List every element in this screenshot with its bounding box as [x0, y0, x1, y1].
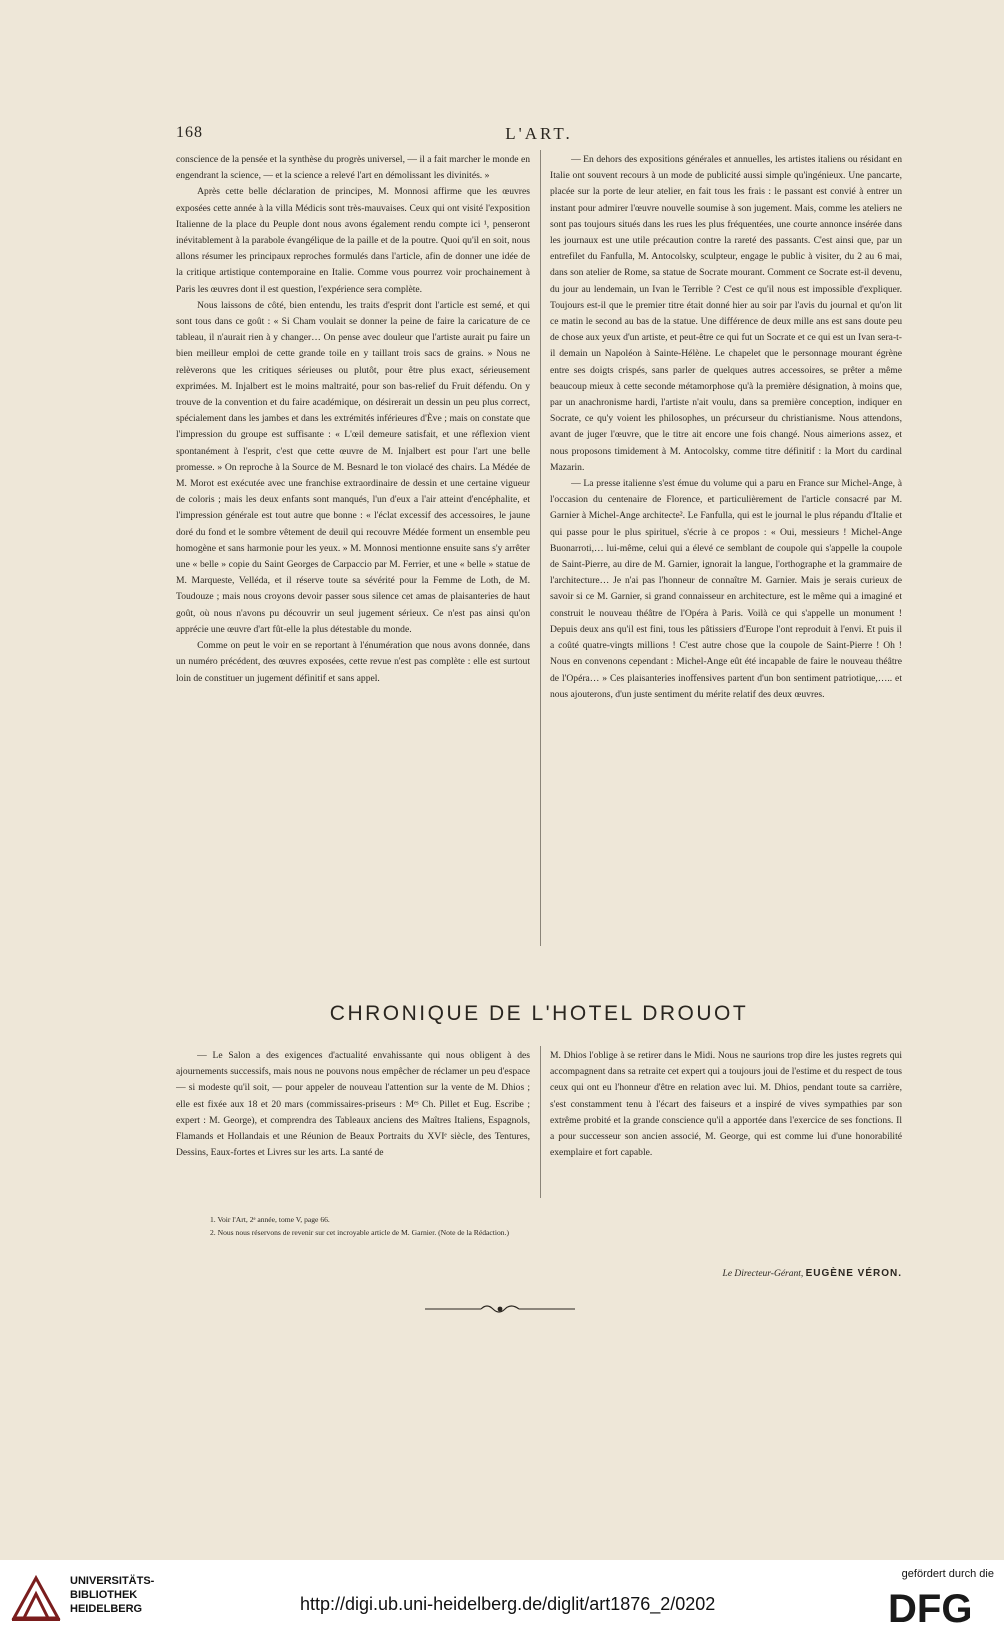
paragraph: Après cette belle déclaration de principes, M. Monnosi affirme que les œuvres exposées cette année à la villa Médicis sont très-mauvaises. Ceux qui ont visité l'exposition Italienne de la place du Peuple dont nous avons également rendu compte ici ¹, penseront inévitablement à la parabole évangélique de la paille et de la poutre. Quoi qu'il en soit, nous allons résumer les principaux reproches formulés dans l'article, afin de donner une idée de la critique artistique contemporaine en Italie. Comme vous pourrez voir prochainement à Paris les œuvres dont il est question, l'expérience sera complète. — [176, 186, 530, 295]
paragraph: — La presse italienne s'est émue du volume qui a paru en France sur Michel-Ange, à l'occasion du centenaire de Florence, et particulièrement de l'article consacré par M. Garnier à Michel-Ange architecte². Le Fanfulla, qui est le journal le plus répandu d'Italie et qui passe pour le plus spirituel, s'écrie à ce propos : « Oui, messieurs ! Michel-Ange Buonarroti,… lui-même, celui qui a élevé ce semblant de coupole qui s'appelle la coupole de Saint-Pierre, au dire de M. Garnier, ignorait la langue, l'orthographe et la grammaire de l'architecture… Je n'ai pas l'honneur de connaître M. Garnier. Mais je serais curieux de savoir si ce M. Garnier, si grand connaisseur en architecture, est le même qui a imaginé et construit le nouveau théâtre de l'Opéra à Paris. Voilà ce qui s'appelle un monument ! Depuis deux ans qu'il est fini, tous les pâtissiers d'Europe l'ont reproduit à l'envi. Et puis il a coûté quatre-vingts millions ! C'est autre chose que la coupole de Saint-Pierre ! Oh ! Nous en convenons cependant : Michel-Ange eût été incapable de faire le nouveau théâtre de l'Opéra… » Ces plaisanteries inoffensives partent d'un bon sentiment patriotique,….. et nous ajouterons, d'un juste sentiment du mérite relatif des deux œuvres. — [550, 478, 902, 700]
paragraph: — Le Salon a des exigences d'actualité envahissante qui nous obligent à des ajournements successifs, mais nous ne pouvons nous empêcher de réclamer un peu d'espace — si modeste qu'il soit, — pour appeler de nouveau l'attention sur la vente de M. Dhios ; elle est fixée aux 18 et 20 mars (commissaires-priseurs : Mᵉˢ Ch. Pillet et Eug. Escribe ; expert : M. George), et comprendra des Tableaux anciens des Maîtres Italiens, Espagnols, Flamands et Hollandais et une Réunion de Beaux Portraits du XVIᵉ siècle, des Tentures, Dessins, Eaux-fortes et Livres sur les arts. La santé de — [176, 1050, 530, 1159]
page-number: 168 — [176, 124, 203, 141]
footnotes — [210, 1213, 900, 1239]
source-url[interactable]: http://digi.ub.uni-heidelberg.de/diglit/art1876_2/0202 — [300, 1594, 716, 1614]
library-name-line: HEIDELBERG — [70, 1603, 143, 1615]
dfg-logo-text: DFG — [888, 1587, 973, 1628]
paragraph: M. Dhios l'oblige à se retirer dans le Midi. Nous ne saurions trop dire les justes regrets qui accompagnent dans sa retraite cet expert qui a toujours joui de l'estime et du respect de tous ceux qui ont eu l'honneur d'être en relation avec lui. M. Dhios, pendant toute sa carrière, s'est constamment tenu à l'écart des faiseurs et a inspiré de vives sympathies par son extrême probité et la grande conscience qu'il a apportée dans l'exercice de ses fonctions. Il a pour successeur son ancien associé, M. George, qui est comme lui d'une honorabilité exemplaire et fort capable. — [550, 1050, 902, 1159]
footer-bar — [0, 1560, 1004, 1641]
signature-role: Le Directeur-Gérant, — [722, 1269, 804, 1279]
running-title: L'ART. — [505, 124, 573, 143]
ornament-divider-icon — [425, 1303, 575, 1315]
column-divider — [540, 1046, 541, 1198]
signature — [176, 1268, 902, 1279]
funder-label: gefördert durch die — [901, 1568, 994, 1580]
article-right-column — [550, 152, 902, 942]
column-divider — [540, 150, 541, 946]
library-name — [70, 1574, 154, 1616]
footnote: 2. Nous nous réservons de revenir sur cet incroyable article de M. Garnier. (Note de la Rédaction.) — [210, 1228, 510, 1237]
paragraph: — En dehors des expositions générales et annuelles, les artistes italiens ou résidant en Italie ont souvent recours à un mode de publicité aussi simple qu'ingénieux. Une pancarte, placée sur la porte de leur atelier, en fait tous les frais : le passant est convié à entrer un instant pour admirer l'œuvre nouvelle soumise à son jugement. Mais, comme les ateliers ne sont pas toujours situés dans les rues les plus fréquentées, une courte annonce insérée dans les journaux est une utile précaution contre la rareté des passants. C'est ainsi que, par un entrefilet du Fanfulla, M. Antocolsky, sculpteur, engage le public à visiter, du 2 au 6 mai, dans son atelier de Rome, sa statue de Socrate mourant. Comment ce Socrate est-il devenu, du jour au lendemain, un Ivan le Terrible ? C'est ce qu'il nous est impossible d'expliquer. Toujours est-il que le premier titre était donné hier au soir par l'avis du journal et qu'on lit ce matin le second au bas de la statue. Une différence de deux mille ans est sans doute peu de chose aux yeux d'un artiste, et peut-être ce qui fut un Socrate et ce qui est un Ivan sera-t-il demain un Napoléon à Sainte-Hélène. Le chapelet que le personnage mourant égrène entre ses doigts crispés, sans parler de quelques autres accessoires, se prêter a même beaucoup mieux à cette seconde métamorphose qu'à la première désignation, à moins que, par un anachronisme hardi, l'artiste n'ait voulu, dans sa première conception, indiquer en Socrate, ce qu'y voient les philosophes, un précurseur du christianisme. Nous attendons, avant de juger l'œuvre, que le titre ait encore une fois changé. Nous aimerions assez, et nous proposons timidement à M. Antocolsky, comme titre définitif : la Mort du cardinal Mazarin. — [550, 154, 902, 473]
article-left-column — [176, 152, 530, 942]
university-library-logo-icon — [10, 1572, 62, 1624]
page-header — [176, 124, 902, 148]
library-name-line: BIBLIOTHEK — [70, 1589, 138, 1601]
section-title: CHRONIQUE DE L'HOTEL DROUOT — [329, 1002, 749, 1025]
chronicle-left-column — [176, 1048, 530, 1196]
footnote: 1. Voir l'Art, 2ᵉ année, tome V, page 66. — [210, 1215, 330, 1224]
paragraph: Nous laissons de côté, bien entendu, les traits d'esprit dont l'article est semé, et qui sont tous dans ce goût : « Si Cham voulait se donner la peine de faire la caricature de ce tableau, il n'aurait rien à y changer… On pense avec douleur que l'artiste aurait pu faire un bien meilleur emploi de cette grande toile en y taillant trois sacs de grains. » Nous ne relèverons que les critiques sérieuses ou plutôt, pour être plus exact, sérieusement exprimées. M. Injalbert est le moins maltraité, pour son bas-relief du Fruit défendu. On y trouve de la convention et du faire académique, on désirerait un dessin un peu plus correct, spécialement dans les jambes et dans les extrémités inférieures d'Ève ; mais on constate que l'impression du groupe est suffisante : « L'œil demeure satisfait, et une réflexion vient spontanément à l'esprit, c'est que cette œuvre de M. Injalbert est pour l'art une belle promesse. » On reproche à la Source de M. Besnard le ton violacé des chairs. La Médée de M. Morot est exécutée avec une franchise extraordinaire de dessin et une certaine vigueur de coloris ; mais les deux enfants sont manqués, l'un d'eux a l'air atteint d'encéphalite, et l'impression générale est tout autre que bonne : « l'éclat excessif des accessoires, le jaune doré du fond et le sombre vêtement de deuil qui recouvre Médée forment un ensemble peu homogène et sans harmonie pour les yeux. » M. Monnosi mentionne ensuite sans s'y arrêter une « belle » copie du Saint Georges de Carpaccio par M. Ferrier, et une « belle » statue de M. Marqueste, Velléda, et il réserve toute sa sévérité pour la Femme de Loth, de M. Toudouze ; mais nous croyons devoir passer sous silence cet amas de plaisanteries de haut goût, où nous n'avons pu découvrir un seul jugement sérieux. Ce n'est pas ainsi qu'on apprécie une œuvre d'art fût-elle la plus détestable du monde. — [176, 299, 530, 635]
library-name-line: UNIVERSITÄTS- — [70, 1575, 155, 1587]
dfg-logo-icon — [884, 1584, 994, 1628]
chronicle-right-column — [550, 1048, 902, 1196]
paragraph: conscience de la pensée et la synthèse du progrès universel, — il a fait marcher le monde en engendrant la science, — et la science a relevé l'art en démolissant les divinités. » — [176, 154, 530, 182]
signature-name: EUGÈNE VÉRON. — [805, 1268, 902, 1279]
paragraph: Comme on peut le voir en se reportant à l'énumération que nous avons donnée, dans un numéro précédent, des œuvres exposées, cette revue n'est pas complète : elle est surtout loin de constituer un jugement définitif et sans appel. — [176, 640, 530, 684]
